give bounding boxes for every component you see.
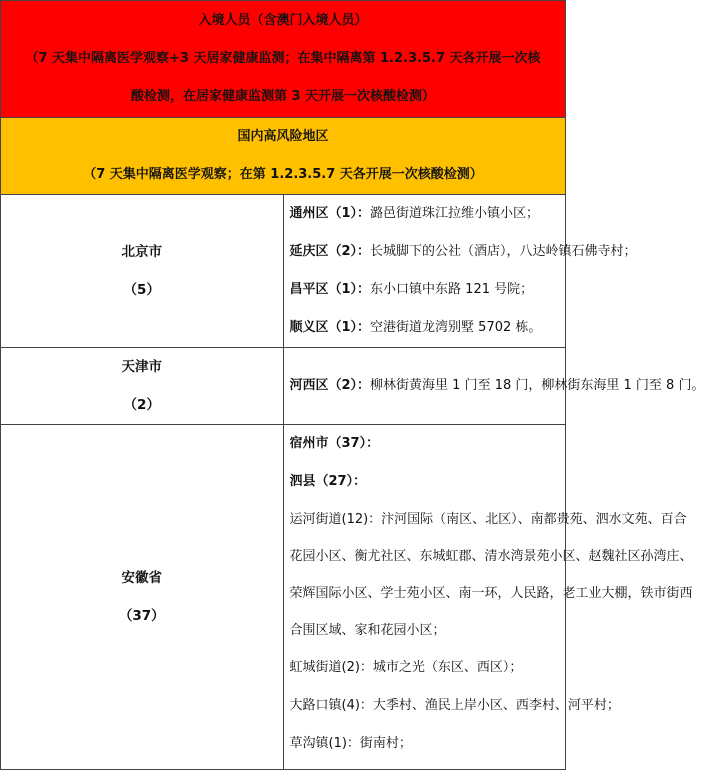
region-name: 安徽省: [121, 570, 162, 586]
region-row-tianjin: [1, 348, 566, 425]
region-cell-beijing: [1, 195, 284, 348]
domestic-header-cell: [1, 118, 566, 195]
inbound-rule-line-1: （7 天集中隔离医学观察+3 天居家健康监测；在集中隔离第 1.2.3.5.7 天各开展一次核: [25, 51, 541, 66]
district-detail: 东小口镇中东路 121 号院；: [370, 282, 534, 297]
list-item: [289, 367, 704, 405]
county-label: 泗县（27）：: [289, 474, 367, 489]
region-row-beijing: [1, 195, 566, 348]
paragraph-line: 合围区域、家和花园小区；: [289, 623, 446, 638]
inbound-header-cell: [1, 1, 566, 118]
paragraph-line: 花园小区、衡尤社区、东城虹郡、清水湾景苑小区、赵魏社区孙湾庄、: [289, 549, 693, 564]
region-detail-tianjin: [283, 348, 704, 425]
inbound-header-row: [1, 1, 566, 118]
city-label: 宿州市（37）：: [289, 436, 380, 451]
yunhe-street-paragraph: [289, 501, 693, 649]
region-count: （2）: [123, 397, 160, 413]
district-detail: 空港街道龙湾别墅 5702 栋。: [370, 320, 542, 335]
list-item: 大路口镇(4)：大季村、渔民上岸小区、西李村、河平村；: [289, 698, 620, 713]
region-cell-anhui: [1, 425, 284, 770]
region-count: （37）: [118, 608, 165, 624]
district-detail: 柳林街黄海里 1 门至 18 门，柳林街东海里 1 门至 8 门。: [370, 378, 704, 393]
district-label: 顺义区（1）：: [289, 320, 371, 335]
domestic-rule-line: （7 天集中隔离医学观察；在第 1.2.3.5.7 天各开展一次核酸检测）: [83, 167, 483, 182]
region-count: （5）: [123, 282, 160, 298]
paragraph-line: 荣辉国际小区、学士苑小区、南一环，人民路，老工业大棚，铁市街西: [289, 586, 693, 601]
list-item: [290, 309, 562, 347]
district-label: 河西区（2）：: [289, 378, 371, 393]
region-name: 北京市: [121, 244, 162, 260]
region-cell-tianjin: [1, 348, 284, 425]
region-detail-beijing: [283, 195, 637, 348]
list-item: 草沟镇(1)：街南村；: [289, 736, 412, 751]
inbound-rule-line-2: 酸检测，在居家健康监测第 3 天开展一次核酸检测）: [130, 89, 436, 104]
region-name: 天津市: [121, 359, 162, 375]
list-item: [289, 233, 637, 271]
list-item: [290, 195, 562, 233]
region-row-anhui: [1, 425, 566, 770]
district-label: 延庆区（2）：: [289, 244, 371, 259]
inbound-title: 入境人员（含澳门入境人员）: [198, 13, 368, 28]
list-item: 虹城街道(2)：城市之光（东区、西区）；: [289, 660, 523, 675]
district-detail: 长城脚下的公社（酒店），八达岭镇石佛寺村；: [370, 244, 637, 259]
domestic-header-row: [1, 118, 566, 195]
region-detail-anhui: [283, 425, 693, 770]
domestic-title: 国内高风险地区: [237, 129, 329, 144]
paragraph-line: 运河街道(12)：汴河国际（南区、北区）、南都贵苑、泗水文苑、百合: [289, 512, 687, 527]
district-label: 昌平区（1）：: [289, 282, 371, 297]
list-item: [290, 271, 562, 309]
district-detail: 潞邑街道珠江拉维小镇小区；: [370, 206, 540, 221]
district-label: 通州区（1）：: [289, 206, 371, 221]
